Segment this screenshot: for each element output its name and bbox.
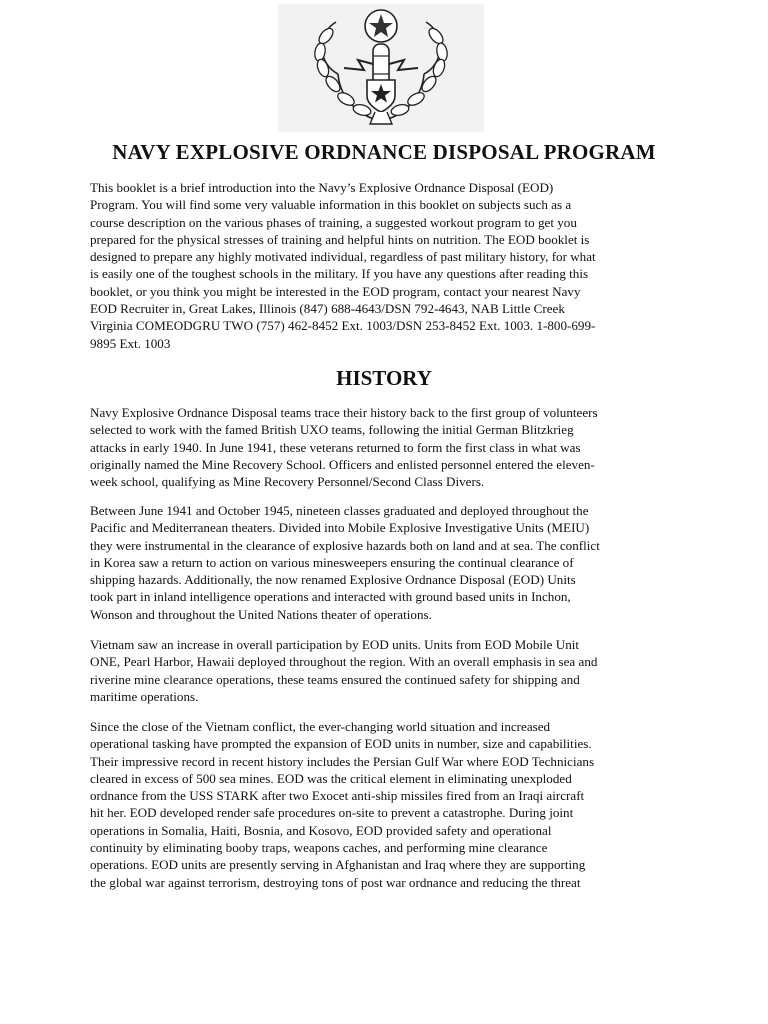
intro-line: course description on the various phases of training, a suggested workout program to get you [90,214,577,230]
history-3-line: ONE, Pearl Harbor, Hawaii deployed throughout the region. With an overall emphasis in sea and [90,654,598,670]
history-2-line: in Korea saw a return to action on various minesweepers ensuring the continual clearance of [90,554,574,570]
history-paragraph-1 [90,404,680,490]
intro-line: prepared for the physical stresses of training and helpful hints on nutrition. The EOD booklet is [90,231,590,247]
page-title: NAVY EXPLOSIVE ORDNANCE DISPOSAL PROGRAM [112,140,656,164]
intro-line: Virginia COMEODGRU TWO (757) 462-8452 Ext. 1003/DSN 253-8452 Ext. 1003. 1-800-699- [90,318,596,334]
history-4-line: cleared in excess of 500 sea mines. EOD was the critical element in eliminating unexploded [90,770,572,786]
history-heading: HISTORY [336,366,432,390]
intro-line: This booklet is a brief introduction into the Navy’s Explosive Ordnance Disposal (EOD) [90,180,554,195]
history-4-line: operations. EOD units are presently serving in Afghanistan and Iraq where they are supporting [90,857,586,873]
history-2-line: Wonson and throughout the United Nations theater of operations. [90,606,432,622]
history-4-line: hit her. EOD developed render safe procedures on-site to prevent a catastrophe. During joint [90,805,574,821]
history-2-line: Pacific and Mediterranean theaters. Divided into Mobile Explosive Investigative Units (MEIU) [90,520,590,536]
history-paragraph-4 [90,718,680,891]
history-1-line: Navy Explosive Ordnance Disposal teams trace their history back to the first group of volunteers [90,405,598,420]
history-2-line: shipping hazards. Additionally, the now renamed Explosive Ordnance Disposal (EOD) Units [90,572,576,588]
history-2-line: took part in inland intelligence operations and interacted with ground based units in Inchon, [90,589,571,605]
intro-line: designed to prepare any highly motivated individual, regardless of past military history, for what [90,249,596,265]
history-2-line: they were instrumental in the clearance of explosive hazards both on land and at sea. The conflict [90,537,600,553]
history-3-line: maritime operations. [90,688,199,704]
intro-paragraph [90,179,680,352]
history-3-line: riverine mine clearance operations, these teams ensured the continued safety for shipping and [90,671,580,687]
history-4-line: the global war against terrorism, destroying tons of post war ordnance and reducing the threat [90,874,581,890]
history-1-line: attacks in early 1940. In June 1941, these veterans returned to form the first class in what was [90,439,581,455]
intro-line: booklet, or you think you might be interested in the EOD program, contact your nearest Navy [90,283,581,299]
history-1-line: week school, qualifying as Mine Recovery Personnel/Second Class Divers. [90,474,485,490]
eod-badge-icon [278,4,484,132]
intro-line: Program. You will find some very valuable information in this booklet on subjects such as a [90,197,572,213]
history-paragraph-3 [90,636,680,705]
intro-line: is easily one of the toughest schools in the military. If you have any questions after reading this [90,266,589,282]
intro-line: 9895 Ext. 1003 [90,335,171,351]
history-4-line: Since the close of the Vietnam conflict, the ever-changing world situation and increased [90,719,551,734]
history-4-line: operational tasking have prompted the expansion of EOD units in number, size and capabilities. [90,736,592,752]
history-4-line: ordnance from the USS STARK after two Exocet anti-ship missiles fired from an Iraqi aircraft [90,788,585,804]
history-3-line: Vietnam saw an increase in overall participation by EOD units. Units from EOD Mobile Unit [90,637,580,652]
intro-line: EOD Recruiter in, Great Lakes, Illinois (847) 688-4643/DSN 792-4643, NAB Little Creek [90,301,565,317]
history-paragraph-2 [90,502,680,623]
history-4-line: Their impressive record in recent history includes the Persian Gulf War where EOD Technicians [90,753,595,769]
history-2-line: Between June 1941 and October 1945, nineteen classes graduated and deployed throughout the [90,503,589,518]
eod-badge-emblem [278,4,484,132]
history-4-line: operations in Somalia, Haiti, Bosnia, and Kosovo, EOD provided safety and operational [90,822,552,838]
history-4-line: continuity by eliminating booby traps, weapons caches, and performing mine clearance [90,840,548,856]
history-1-line: selected to work with the famed British UXO teams, following the initial German Blitzkrieg [90,422,574,438]
history-1-line: originally named the Mine Recovery School. Officers and enlisted personnel entered the eleven- [90,456,595,472]
